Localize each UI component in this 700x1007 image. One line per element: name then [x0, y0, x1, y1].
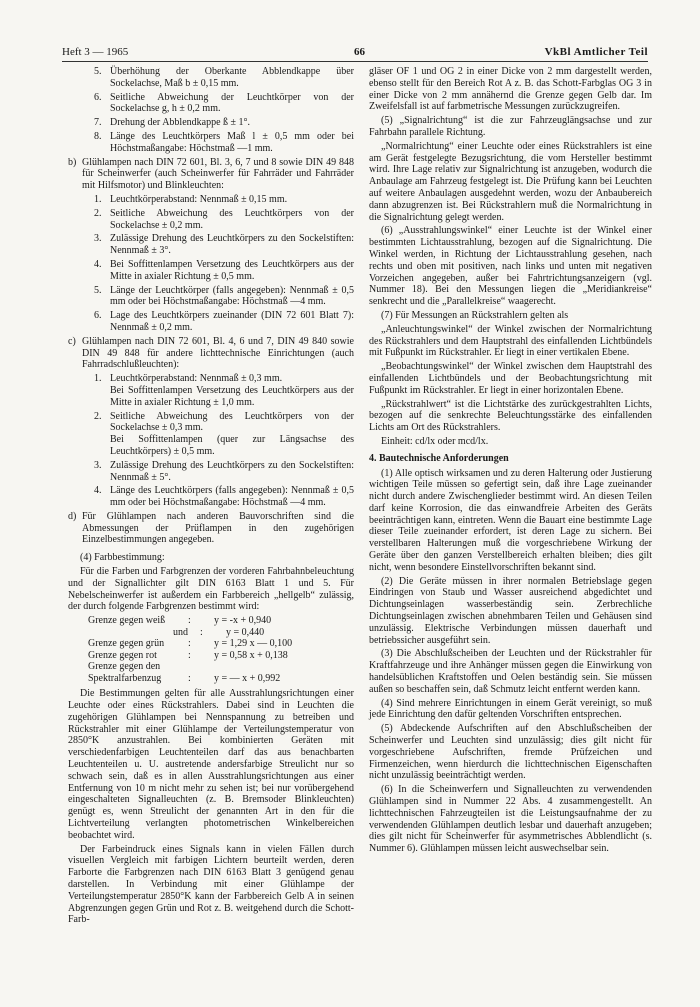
- paragraph: Der Farbeindruck eines Signals kann in vielen Fällen durch visuellen Vergleich mit farbigen Lichtern beurteilt werden, deren Farborte die Farbgrenzen nach DIN 6163 Blatt 3 genügend genau darstellen. In Verbindung mit einer Glühlampe der Verteilungstemperatur 2850°K kann der Farbbereich Gelb A in seinen Abgrenzungen gegen Grün und Rot z. B. weitgehend durch die Schott-Farb-: [68, 843, 354, 926]
- equations: [68, 615, 354, 684]
- paragraph: (2) Die Geräte müssen in ihrer normalen Betriebslage gegen Eindringen von Staub und Wasser ausreichend abgedichtet und Dichtungseinlagen wasserbeständig sein. Zerbrechliche Dichtungseinlagen zwischen abnehmbaren Teilen und Gehäusen sind unzulässig. Elektrische Verbindungen müssen dauerhaft und betriebssicher ausgeführt sein.: [369, 575, 652, 646]
- paragraph: (6) In die Scheinwerfern und Signalleuchten zu verwendenden Glühlampen sind in Nummer 22 Abs. 4 zusammengestellt. An lichttechnischen Fahrzeugteilen ist die Leistungsaufnahme der zu verwendenden Glühlampen deutlich lesbar und dauerhaft anzugeben; dies gilt nicht für Scheinwerfer für asymmetrisches Abblendlicht (s. Nummer 6). Glühlampen müssen leicht auswechselbar sein.: [369, 784, 652, 855]
- paragraph: (7) Für Messungen an Rückstrahlern gelten als: [381, 309, 569, 321]
- paragraph: (4) Sind mehrere Einrichtungen in einem Gerät vereinigt, so muß jede Einrichtung den dafür geltenden Vorschriften entsprechen.: [369, 697, 652, 721]
- right-column: [369, 66, 652, 857]
- list-item: 3. Zulässige Drehung des Leuchtkörpers zu den Sockelstiften: Nennmaß ± 3°.: [94, 233, 354, 257]
- header-rule: [62, 61, 648, 62]
- left-column: [68, 66, 354, 928]
- issue-label: Heft 3 — 1965: [62, 46, 129, 58]
- list-item: 3. Zulässige Drehung des Leuchtkörpers zu den Sockelstiften: Nennmaß ± 5°.: [94, 459, 354, 483]
- list-item: 5. Länge der Leuchtkörper (falls angegeben): Nennmaß ± 0,5 mm oder bei Höchstmaßangabe: Höchstmaß —4 mm.: [94, 284, 354, 308]
- list-item: 2. Seitliche Abweichung des Leuchtkörpers von der Sockelachse ± 0,3 mm. Bei Soffittenlampen (quer zur Längsachse des Leuchtkörpers) ± 0,5 mm.: [94, 410, 354, 457]
- list-item: 6. Seitliche Abweichung der Leuchtkörper von der Sockelachse g, h ± 0,2 mm.: [94, 91, 354, 115]
- section-heading: 4. Bautechnische Anforderungen: [369, 452, 509, 464]
- c-list: [94, 373, 354, 509]
- equation-row: Spektralfarbenzug : y = — x + 0,992: [88, 672, 281, 684]
- list-item: 1. Leuchtkörperabstand: Nennmaß ± 0,15 mm.: [94, 193, 288, 205]
- list-item: 4. Länge des Leuchtkörpers (falls angegeben): Nennmaß ± 0,5 mm oder bei Höchstmaßangabe: Höchstmaß —4 mm.: [94, 485, 354, 509]
- list-item: 8. Länge des Leuchtkörpers Maß l ± 0,5 mm oder bei Höchstmaßangabe: Höchstmaß —1 mm.: [94, 130, 354, 154]
- equation-row: Grenze gegen grün : y = 1,29 x — 0,100: [88, 638, 293, 650]
- b-list: [94, 194, 354, 334]
- equation-row: Grenze gegen weiß : y = -x + 0,940: [88, 615, 272, 627]
- page-number: 66: [354, 46, 365, 58]
- paragraph: Einheit: cd/lx oder mcd/lx.: [381, 435, 489, 447]
- a-list: [94, 66, 354, 155]
- list-item: 4. Bei Soffittenlampen Versetzung des Leuchtkörpers aus der Mitte in axialer Richtung ± 0,5 mm.: [94, 258, 354, 282]
- list-item: 6. Lage des Leuchtkörpers zueinander (DIN 72 601 Blatt 7): Nennmaß ± 0,2 mm.: [94, 310, 354, 333]
- equation-row: Grenze gegen rot : y = 0,58 x + 0,138: [88, 649, 288, 661]
- paragraph: (5) „Signalrichtung“ ist die zur Fahrzeuglängsachse und zur Fahrbahn parallele Richtung.: [369, 115, 652, 138]
- section-d: d) Für Glühlampen nach anderen Bauvorschriften sind die Abmessungen der Prüflampen in den zugehörigen Einzelbestimmungen angegeben.: [68, 510, 354, 546]
- paragraph: Die Bestimmungen gelten für alle Ausstrahlungsrichtungen einer Leuchte oder eines Rückstrahlers. Dabei sind in Leuchten die zugehörigen Glühlampen bei Nennspannung zu betreiben und Rückstrahler mit einer Glühlampe der Verteilungstemperatur von 2850°K anzustrahlen. Bei kombinierten Geräten mit verschiedenfarbigen Leuchtenteilen darf das aus benachbarten Leuchtenteilen u. U. austretende andersfarbige Streulicht nur so schwach sein, daß es in allen Ausstrahlungsrichtungen aus einer Entfernung von 10 m nicht mehr zu sehen ist; bei nur vorübergehend eingeschalteten Signalleuchten (z. B. Bremsoder Blinkleuchten) genügt es, wenn Streulicht der genannten Art in den für die Lichtverteilung verlangten photometrischen Winkelbereichen beobachtet wird.: [68, 688, 354, 841]
- paragraph: (3) Die Abschlußscheiben der Leuchten und der Rückstrahler für Kraftfahrzeuge und ihre Anhänger müssen gegen die Einwirkung von handelsüblichen Kraftstoffen und Oelen beständig sein. Sie müssen außen so beschaffen sein, daß Schmutz leicht entfernt werden kann.: [369, 648, 652, 695]
- paragraph: (6) „Ausstrahlungswinkel“ einer Leuchte ist der Winkel einer bestimmten Lichtausstrahlung, bezogen auf die Signalrichtung. Die Winkel werden, in Richtung der Lichtausstrahlung gesehen, nach rechts und oben mit positiven, nach links und unten mit negativen Vorzeichen angegeben, außer bei Fahrtrichtungsanzeigern (vgl. Nummer 18). Bei den Messungen liegen die „Meridiankreise“ senkrecht und die „Parallelkreise“ waagerecht.: [369, 225, 652, 308]
- equation-row: Grenze gegen den: [88, 661, 161, 673]
- paragraph: (1) Alle optisch wirksamen und zu deren Halterung oder Justierung wichtigen Teile müssen so gefertigt sein, daß ihre Lage zueinander nicht durch andere Zwischenglieder bestimmt wird. An diesen Teilen darf keine Korrosion, die das einwandfreie Arbeiten des Geräts beeinträchtigen kann, eintreten. Wenn die Bauart eine bestimmte Lage dieser Teile zueinander erfordert, ist deren Lage zu sichern. Bei verstellbaren Halterungen muß die vorgeschriebene Wirkung der Geräte über den ganzen Verstellbereich erhalten bleiben; dies gilt nicht, wenn besondere Einstellvorschriften bekannt sind.: [369, 467, 652, 573]
- paragraph: „Normalrichtung“ einer Leuchte oder eines Rückstrahlers ist eine am Gerät festgelegte Bezugsrichtung, die vom Hersteller bestimmt wird. Ihre Lage relativ zur Signalrichtung ist anzugeben, wodurch die Anbaulage am Fahrzeug festgelegt ist. Die Prüfung kann bei Leuchten auf weitere Anbaulagen ausgedehnt werden, wozu der Anbaubereich dann abzugrenzen ist. Bei Rückstrahlern muß die Normalrichtung in die Signalrichtung gelegt werden.: [369, 140, 652, 223]
- section-b: b) Glühlampen nach DIN 72 601, Bl. 3, 6, 7 und 8 sowie DIN 49 848 für Scheinwerfer (auch Scheinwerfer für Fahrräder und Fahrräder mit Hilfsmotor) und Blinkleuchten:: [68, 156, 354, 192]
- paragraph: „Beobachtungswinkel“ der Winkel zwischen dem Hauptstrahl des einfallenden Lichtbündels und der Beobachtungsrichtung mit Fußpunkt im Rückstrahler. Er liegt in einer horizontalen Ebene.: [369, 361, 652, 396]
- farb-paragraph: Für die Farben und Farbgrenzen der vorderen Fahrbahnbeleuchtung und der Signallichter gilt DIN 6163 Blatt 1 und 5. Für Nebelscheinwerfer ist außerdem ein Farbbereich „hellgelb“ zulässig, der durch folgende Farbgrenzen bestimmt wird:: [68, 566, 354, 613]
- paragraph: gläser OF 1 und OG 2 in einer Dicke von 2 mm dargestellt werden, ebenso stellt für den Bereich Rot A z. B. das Schott-Farbglas OG 3 in einer Dicke von 2 mm annähernd die Grenze gegen Gelb dar. Im Zweifelsfall ist auf farbmetrische Messungen zurückzugreifen.: [369, 66, 652, 113]
- paragraph: „Rückstrahlwert“ ist die Lichtstärke des zurückgestrahlten Lichts, bezogen auf die senkrechte Beleuchtungsstärke des einfallenden Lichts am Ort des Rückstrahlers.: [369, 398, 652, 434]
- paragraph: (5) Abdeckende Aufschriften auf den Abschlußscheiben der Scheinwerfer und Leuchten sind unzulässig; dies gilt nicht für vorgeschriebene Aufschriften, fremde Prüfzeichen und Firmenzeichen, wenn hierdurch die lichttechnischen Eigenschaften nicht unzulässig beeinträchtigt werden.: [369, 723, 652, 782]
- list-item: 7. Drehung der Abblendkappe ß ± 1°.: [94, 117, 251, 129]
- paragraph: „Anleuchtungswinkel“ der Winkel zwischen der Normalrichtung des Rückstrahlers und dem Hauptstrahl des einfallenden Lichtbündels mit Fußpunkt im Rückstrahler. Er liegt in einer vertikalen Ebene.: [369, 323, 652, 359]
- section-c: c) Glühlampen nach DIN 72 601, Bl. 4, 6 und 7, DIN 49 840 sowie DIN 49 848 für andere lichttechnische Einrichtungen (auch Fahrradschlußleuchten):: [68, 335, 354, 371]
- page-header: [62, 46, 648, 60]
- list-item: 1. Leuchtkörperabstand: Nennmaß ± 0,3 mm. Bei Soffittenlampen Versetzung des Leuchtkörpers aus der Mitte in axialer Richtung ± 1,0 mm.: [94, 373, 354, 408]
- list-item: 5. Überhöhung der Oberkante Abblendkappe über Sockelachse, Maß b ± 0,15 mm.: [94, 66, 354, 89]
- farb-heading: (4) Farbbestimmung:: [80, 552, 165, 564]
- equation-row: und : y = 0,440: [173, 626, 265, 638]
- publication-title: VkBl Amtlicher Teil: [544, 46, 648, 58]
- list-item: 2. Seitliche Abweichung des Leuchtkörpers von der Sockelachse ± 0,2 mm.: [94, 207, 354, 231]
